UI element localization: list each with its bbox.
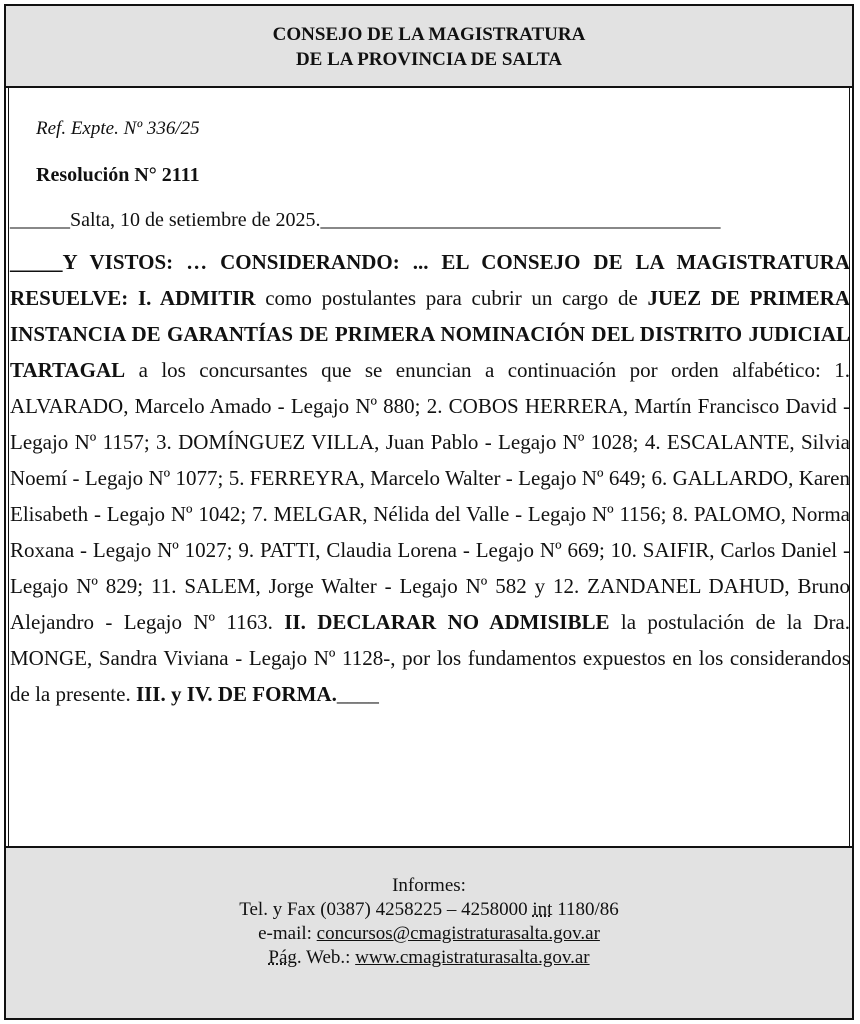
body-text-3: la postulación de la Dra. MONGE, Sandra Viviana - Legajo Nº 1128-, por los fundamentos expuestos en los considerandos de la presente. xyxy=(10,610,851,706)
body-bold-1: Y VISTOS: … CONSIDERANDO: ... EL CONSEJO DE LA MAGISTRATURA RESUELVE: I. ADMITIR xyxy=(10,250,850,310)
notice-frame xyxy=(4,4,854,1020)
footer-phone xyxy=(6,898,852,922)
footer-web xyxy=(6,946,852,970)
header-line-1: CONSEJO DE LA MAGISTRATURA xyxy=(272,24,586,45)
body-lead: _____ xyxy=(10,250,63,274)
body-text-2: a los concursantes que se enuncian a continuación por orden alfabético: 1. ALVARADO, Marcelo Amado - Legajo Nº 880; 2. COBOS HERRERA, Martín Francisco David - Legajo Nº 1157; 3. DOMÍNGUEZ VILLA, Juan Pablo - Legajo Nº 1028; 4. ESCALANTE, Silvia Noemí - Legajo Nº 1077; 5. FERREYRA, Marcelo Walter - Legajo Nº 649; 6. GALLARDO, Karen Elisabeth - Legajo Nº 1042; 7. MELGAR, Nélida del Valle - Legajo Nº 1156; 8. PALOMO, Norma Roxana - Legajo Nº 1027; 9. PATTI, Claudia Lorena - Legajo Nº 669; 10. SAIFIR, Carlos Daniel - Legajo Nº 829; 11. SALEM, Jorge Walter - Legajo Nº 582 y 12. ZANDANEL DAHUD, Bruno Alejandro - Legajo Nº 1163. xyxy=(10,358,850,634)
resolution-text xyxy=(10,244,850,712)
email-label: e-mail: xyxy=(258,923,317,944)
notice-footer xyxy=(6,846,852,1018)
footer-email xyxy=(6,922,852,946)
phone-int: int xyxy=(532,899,553,920)
resolution-number: Resolución N° 2111 xyxy=(36,164,200,186)
phone-text: Tel. y Fax (0387) 4258225 – 4258000 xyxy=(239,899,533,920)
web-label-b: . Web.: xyxy=(296,947,356,968)
date-suffix: ________________________________________ xyxy=(320,209,721,231)
body-tail: ____ xyxy=(336,682,379,706)
web-link[interactable]: www.cmagistraturasalta.gov.ar xyxy=(355,947,590,968)
body-text-1: como postulantes para cubrir un cargo de xyxy=(255,286,648,310)
date-text: Salta, 10 de setiembre de 2025. xyxy=(70,209,321,231)
phone-ext: 1180/86 xyxy=(552,899,619,920)
footer-informes: Informes: xyxy=(392,875,466,896)
body-bold-3: II. DECLARAR NO ADMISIBLE xyxy=(284,610,610,634)
date-line xyxy=(10,209,721,232)
notice-body xyxy=(6,90,852,844)
expediente-ref: Ref. Expte. Nº 336/25 xyxy=(36,118,200,139)
date-prefix: ______ xyxy=(10,209,70,231)
web-label-a: Pág xyxy=(268,947,297,968)
body-bold-4: III. y IV. DE FORMA. xyxy=(135,682,337,706)
body-bold-2: JUEZ DE PRIMERA INSTANCIA DE GARANTÍAS DE PRIMERA NOMINACIÓN DEL DISTRITO JUDICIAL TARTAGAL xyxy=(10,286,850,382)
email-link[interactable]: concursos@cmagistraturasalta.gov.ar xyxy=(316,923,600,944)
header-line-2: DE LA PROVINCIA DE SALTA xyxy=(295,49,563,70)
notice-header xyxy=(6,6,852,88)
